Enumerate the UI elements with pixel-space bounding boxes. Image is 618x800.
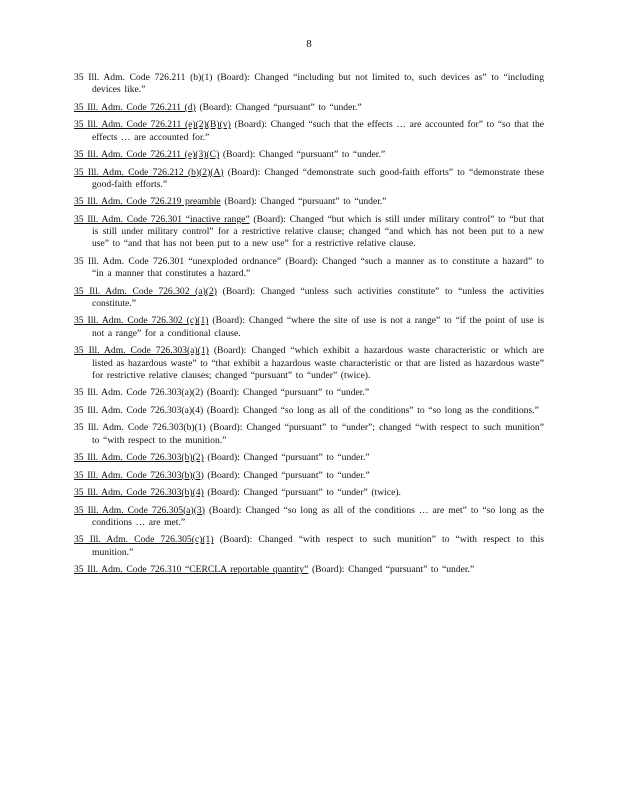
list-item: [74, 564, 544, 576]
change-description: (Board): Changed “so long as all of the conditions … are met” to “so long as the conditions … are met.”: [92, 504, 544, 528]
change-description: (Board): Changed “unless such activities constitute” to “unless the activities constitute.”: [92, 285, 544, 309]
code-citation: 35 Ill. Adm. Code 726.303(b)(3): [74, 469, 204, 481]
change-description: (Board): Changed “where the site of use is not a range” to “if the point of use is not a range” for a conditional clause.: [92, 315, 544, 339]
list-item: [74, 196, 544, 208]
list-item: [74, 149, 544, 161]
list-item: [74, 119, 544, 144]
change-description: (Board): Changed “which exhibit a hazardous waste characteristic or which are listed as hazardous waste” to “that exhibit a hazardous waste characteristic or that are listed as hazardous waste” for restrictive relative clauses; changed “pursuant” to “under” (twice).: [92, 345, 544, 381]
list-item: [74, 345, 544, 382]
code-citation: 35 Ill. Adm. Code 726.303(a)(1): [74, 345, 209, 357]
list-item: [74, 505, 544, 530]
list-item: [74, 452, 544, 464]
list-item: [74, 422, 544, 447]
code-citation: 35 Ill. Adm. Code 726.212 (b)(2)(A): [74, 166, 224, 178]
list-item: [74, 102, 544, 114]
list-item: [74, 72, 544, 97]
code-citation: 35 Ill. Adm. Code 726.303(a)(2): [74, 387, 204, 399]
change-description: (Board): Changed “pursuant” to “under.”: [199, 101, 362, 113]
change-description: (Board): Changed “such a manner as to constitute a hazard” to “in a manner that constitutes a hazard.”: [92, 255, 544, 280]
change-description: (Board): Changed “so long as all of the conditions” to “so long as the conditions.”: [206, 404, 539, 416]
list-item: [74, 534, 544, 559]
list-item: [74, 405, 544, 417]
code-citation: 35 Ill. Adm. Code 726.211 (b)(1): [74, 72, 213, 83]
change-description: (Board): Changed “pursuant” to “under”; changed “with respect to such munition” to “with respect to the munition.”: [92, 422, 544, 446]
code-citation: 35 Ill. Adm. Code 726.303(b)(1): [74, 422, 206, 434]
code-citation: 35 Ill. Adm. Code 726.301 “unexploded ordnance”: [74, 255, 282, 267]
change-description: (Board): Changed “such that the effects … are accounted for” to “so that the effects … are accounted for.”: [92, 119, 545, 143]
list-item: [74, 286, 544, 311]
list-item: [74, 387, 544, 399]
code-citation: 35 Ill. Adm. Code 726.303(b)(4): [74, 487, 204, 499]
change-description: (Board): Changed “pursuant” to “under.”: [206, 387, 370, 399]
change-description: (Board): Changed “including but not limited to, such devices as” to “including devices like.”: [92, 72, 545, 96]
change-description: (Board): Changed “pursuant” to “under” (twice).: [207, 487, 401, 499]
list-item: [74, 256, 544, 281]
code-citation: 35 Ill. Adm. Code 726.219 preamble: [74, 196, 221, 208]
code-citation: 35 Ill. Adm. Code 726.310 “CERCLA reportable quantity”: [74, 564, 309, 576]
amendment-list: [74, 72, 544, 582]
code-citation: 35 Ill. Adm. Code 726.211 (d): [74, 101, 196, 113]
change-description: (Board): Changed “pursuant” to “under.”: [222, 149, 386, 161]
code-citation: 35 Ill. Adm. Code 726.302 (c)(1): [74, 315, 209, 327]
code-citation: 35 Ill. Adm. Code 726.302 (a)(2): [74, 285, 217, 297]
code-citation: 35 Ill. Adm. Code 726.303(b)(2): [74, 452, 204, 464]
list-item: [74, 167, 544, 192]
change-description: (Board): Changed “demonstrate such good-faith efforts” to “demonstrate these good-faith efforts.”: [92, 166, 544, 190]
list-item: [74, 214, 544, 251]
code-citation: 35 Ill. Adm. Code 726.301 “inactive range”: [74, 213, 250, 225]
change-description: (Board): Changed “pursuant” to “under.”: [207, 469, 370, 481]
list-item: [74, 487, 544, 499]
page-number: 8: [306, 38, 312, 50]
list-item: [74, 315, 544, 340]
change-description: (Board): Changed “but which is still under military control” to “but that is still under military control” for a restrictive relative clause; changed “and which has not been put to a new use” to “and that has not been put to a new use” for a restrictive relative clause.: [92, 213, 544, 250]
change-description: (Board): Changed “pursuant” to “under.”: [207, 452, 370, 464]
code-citation: 35 Ill. Adm. Code 726.211 (e)(2)(B)(v): [74, 119, 231, 131]
code-citation: 35 Ill. Adm. Code 726.305(a)(3): [74, 504, 205, 516]
list-item: [74, 470, 544, 482]
change-description: (Board): Changed “with respect to such munition” to “with respect to this munition.”: [92, 534, 545, 558]
code-citation: 35 Ill. Adm. Code 726.305(c)(1): [74, 534, 214, 546]
code-citation: 35 Ill. Adm. Code 726.303(a)(4): [74, 404, 204, 416]
change-description: (Board): Changed “pursuant” to “under.”: [224, 196, 387, 208]
code-citation: 35 Ill. Adm. Code 726.211 (e)(3)(C): [74, 149, 220, 161]
change-description: (Board): Changed “pursuant” to “under.”: [311, 564, 475, 576]
